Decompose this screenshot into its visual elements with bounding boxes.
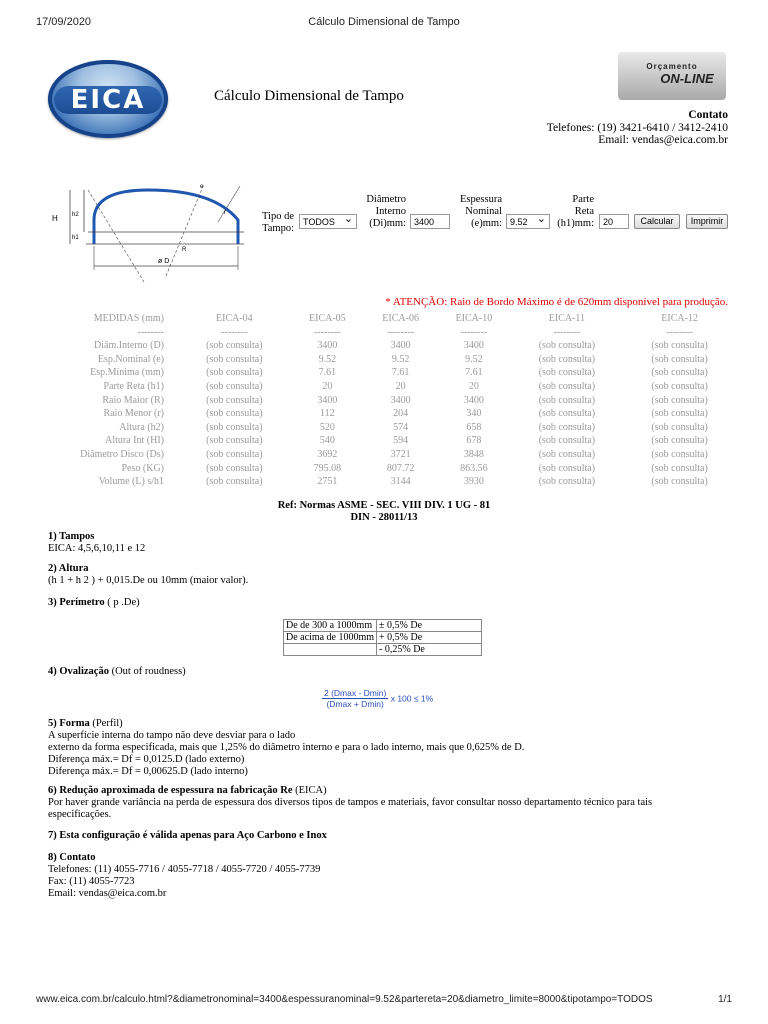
row-label: Diâm.Interno (D) <box>94 340 164 352</box>
table-cell: (sob consulta) <box>651 353 708 365</box>
table-row <box>40 448 736 462</box>
table-cell: 594 <box>393 435 409 447</box>
table-cell: EICA-12 <box>661 313 698 324</box>
row-label: Raio Maior (R) <box>102 394 164 406</box>
table-cell: 9.52 <box>465 353 483 365</box>
table-cell: 807.72 <box>386 462 415 474</box>
diagram-label-r: r <box>224 210 226 216</box>
table-cell: 3400 <box>463 340 484 352</box>
tampo-diagram <box>48 176 248 286</box>
table-cell: (sob consulta) <box>651 340 708 352</box>
perimeter-cell: ± 0,5% De <box>377 620 482 632</box>
table-row <box>40 421 736 435</box>
ref-line1: Ref: Normas ASME - SEC. VIII DIV. 1 UG - 81 <box>277 500 491 511</box>
diagram-label-d: ø D <box>158 258 170 265</box>
section-text: especificações. <box>48 809 112 820</box>
table-cell: 3848 <box>463 448 484 460</box>
contact-heading: Contato <box>688 109 728 121</box>
table-cell: (sob consulta) <box>651 380 708 392</box>
table-row <box>40 394 736 408</box>
table-row <box>40 475 736 489</box>
table-cell: (sob consulta) <box>651 394 708 406</box>
diagram-label-h1: h1 <box>72 235 79 241</box>
table-row <box>40 366 736 380</box>
row-label: Peso (KG) <box>121 462 164 474</box>
table-cell: (sob consulta) <box>538 408 596 420</box>
table-cell: 2751 <box>317 476 338 488</box>
table-cell: EICA-05 <box>309 313 346 324</box>
section-perimetro <box>48 597 140 609</box>
espessura-select[interactable]: 9.52 ⌄ <box>506 214 550 229</box>
ref-block <box>0 500 768 524</box>
tipo-select[interactable]: TODOS ⌄ <box>299 214 357 229</box>
table-cell: 340 <box>466 408 482 420</box>
print-page: 1/1 <box>718 994 732 1005</box>
section-title: 5) Forma <box>48 718 90 729</box>
section-title: 8) Contato <box>48 852 96 863</box>
table-cell: (sob consulta) <box>206 448 263 460</box>
diametro-label: Diâmetro Interno (Di)mm: <box>366 194 406 229</box>
section-title: 3) Perímetro <box>48 597 105 608</box>
tipo-label: Tipo de Tampo: <box>262 211 294 234</box>
table-cell: 3400 <box>317 394 338 406</box>
table-cell: -------- <box>221 326 248 338</box>
diagram-label-e: e <box>200 184 204 190</box>
table-separator-row <box>40 326 736 340</box>
section-suffix: ( p .De) <box>104 597 140 608</box>
section-text: Telefones: (11) 4055-7716 / 4055-7718 / 4055-7720 / 4055-7739 <box>48 864 321 875</box>
table-cell: (sob consulta) <box>651 408 708 420</box>
table-cell: -------- <box>666 326 693 338</box>
table-cell: 112 <box>320 408 335 420</box>
table-cell: (sob consulta) <box>206 435 263 447</box>
table-cell: (sob consulta) <box>651 462 708 474</box>
espessura-label: Espessura Nominal (e)mm: <box>460 194 502 229</box>
table-cell: (sob consulta) <box>538 435 596 447</box>
table-cell: 3144 <box>390 476 411 488</box>
section-suffix: (Perfil) <box>89 718 123 729</box>
table-cell: (sob consulta) <box>651 476 708 488</box>
table-header-row <box>40 312 736 326</box>
table-cell: EICA-11 <box>548 313 586 324</box>
formula-rhs: x 100 ≤ 1% <box>390 693 434 704</box>
table-cell: 20 <box>468 380 479 392</box>
section-altura <box>48 563 248 587</box>
table-cell: -------- <box>314 326 341 338</box>
section-tampos <box>48 531 145 555</box>
section-text: (h 1 + h 2 ) + 0,015.De ou 10mm (maior valor). <box>48 575 249 586</box>
ovalization-formula <box>322 688 433 709</box>
section-text: EICA: 4,5,6,10,11 e 12 <box>48 543 146 554</box>
table-row <box>40 380 736 394</box>
table-row <box>40 339 736 353</box>
section-reducao <box>48 785 728 821</box>
table-cell: (sob consulta) <box>538 340 596 352</box>
section-text: Diferença máx.= Df = 0,0125.D (lado externo) <box>48 754 245 765</box>
section-text: Por haver grande variância na perda de espessura dos diversos tipos de tampos e materiais, favor consultar nosso departamento técnico para tais <box>48 797 653 808</box>
imprimir-button[interactable]: Imprimir <box>686 214 728 229</box>
row-label: Esp.Mínima (mm) <box>90 367 164 379</box>
results-table <box>40 312 736 489</box>
perimeter-cell: De acima de 1000mm <box>284 632 377 644</box>
table-cell: (sob consulta) <box>538 353 596 365</box>
table-cell: (sob consulta) <box>206 353 263 365</box>
table-cell: (sob consulta) <box>206 421 263 433</box>
table-row <box>40 462 736 476</box>
table-cell: 3930 <box>463 476 484 488</box>
row-label: Esp.Nominal (e) <box>97 353 164 365</box>
warning-text: * ATENÇÃO: Raio de Bordo Máximo é de 620mm disponível para produção. <box>385 296 728 308</box>
section-text: Diferença máx.= Df = 0,00625.D (lado interno) <box>48 766 248 777</box>
section-title: 2) Altura <box>48 563 89 574</box>
section-text: A superfície interna do tampo não deve desviar para o lado <box>48 730 296 741</box>
row-label: Diâmetro Disco (Ds) <box>80 448 164 460</box>
table-cell: 574 <box>393 421 409 433</box>
section-title: 7) Esta configuração é válida apenas para Aço Carbono e Inox <box>48 830 327 841</box>
table-cell: EICA-10 <box>455 313 493 324</box>
table-cell: 3692 <box>317 448 338 460</box>
page-title: Cálculo Dimensional de Tampo <box>214 88 404 104</box>
table-cell: 795.08 <box>313 462 342 474</box>
table-row <box>40 434 736 448</box>
row-label: Altura (h2) <box>119 421 164 433</box>
perimeter-row <box>284 620 482 632</box>
contact-email[interactable]: Email: vendas@eica.com.br <box>598 134 728 146</box>
table-cell: (sob consulta) <box>538 367 596 379</box>
ref-line2: DIN - 28011/13 <box>350 512 418 523</box>
table-cell: (sob consulta) <box>206 394 263 406</box>
table-cell: 204 <box>393 408 409 420</box>
table-cell: (sob consulta) <box>538 380 596 392</box>
table-cell: 7.61 <box>391 367 410 379</box>
table-cell: -------- <box>553 326 581 338</box>
table-cell: -------- <box>460 326 488 338</box>
orcamento-online-badge[interactable] <box>618 52 726 100</box>
perimeter-row <box>284 644 482 656</box>
table-cell: 3721 <box>390 448 411 460</box>
parte-reta-label: Parte Reta (h1)mm: <box>557 194 594 229</box>
table-cell: 9.52 <box>391 353 410 365</box>
section-title: 4) Ovalização <box>48 666 109 677</box>
table-cell: (sob consulta) <box>651 421 708 433</box>
table-row <box>40 407 736 421</box>
perimeter-cell: - 0,25% De <box>377 644 482 656</box>
section-suffix: (Out of roudness) <box>108 666 186 677</box>
section-text: externo da forma especificada, mais que 1,25% do diâmetro interno e para o lado interno, mais que 0,625% de D. <box>48 742 525 753</box>
table-cell: 7.61 <box>465 367 483 379</box>
table-cell: 3400 <box>390 394 411 406</box>
formula-denominator: (Dmax + Dmin) <box>326 699 384 709</box>
table-cell: (sob consulta) <box>206 380 263 392</box>
table-cell: (sob consulta) <box>206 367 263 379</box>
contact-block <box>547 109 728 147</box>
table-cell: 3400 <box>317 340 338 352</box>
table-cell: 3400 <box>463 394 484 406</box>
badge-line1: Orçamento <box>646 62 698 71</box>
table-row <box>40 353 736 367</box>
table-cell: (sob consulta) <box>206 476 263 488</box>
perimeter-cell: De de 300 a 1000mm <box>284 620 377 632</box>
row-label: Raio Menor (r) <box>103 408 164 420</box>
diagram-label-R: R <box>182 247 187 253</box>
parte-reta-input[interactable]: 20 <box>599 214 629 229</box>
table-cell: 540 <box>319 435 335 447</box>
table-cell: -------- <box>387 326 414 338</box>
diametro-input[interactable]: 3400 <box>410 214 450 229</box>
row-label: MEDIDAS (mm) <box>93 313 164 324</box>
print-date: 17/09/2020 <box>36 16 92 28</box>
section-title: 6) Redução aproximada de espessura na fabricação Re <box>48 785 293 796</box>
table-cell: 520 <box>319 421 335 433</box>
perimeter-cell <box>284 644 377 656</box>
table-cell: (sob consulta) <box>206 462 263 474</box>
row-label: Parte Reta (h1) <box>103 380 164 392</box>
calcular-button[interactable]: Calcular <box>634 214 680 229</box>
table-cell: (sob consulta) <box>206 408 263 420</box>
section-suffix: (EICA) <box>292 785 327 796</box>
row-label: -------- <box>137 326 164 338</box>
table-cell: (sob consulta) <box>651 448 708 460</box>
table-cell: 658 <box>466 421 482 433</box>
table-cell: (sob consulta) <box>651 367 708 379</box>
diagram-label-h2: h2 <box>72 212 79 218</box>
table-cell: EICA-04 <box>216 313 253 324</box>
section-title: 1) Tampos <box>48 531 95 542</box>
perimeter-table <box>283 619 482 656</box>
section-text[interactable]: Email: vendas@eica.com.br <box>48 888 167 899</box>
table-cell: 7.61 <box>318 367 337 379</box>
section-forma <box>48 718 524 778</box>
table-cell: (sob consulta) <box>538 394 596 406</box>
eica-logo-text: EICA <box>54 86 162 114</box>
table-cell: (sob consulta) <box>206 340 263 352</box>
contact-phones: Telefones: (19) 3421-6410 / 3412-2410 <box>546 121 728 134</box>
section-ovalizacao <box>48 666 186 678</box>
diagram-label-h: H <box>52 214 58 223</box>
row-label: Volume (L) s/h1 <box>98 476 164 488</box>
formula-numerator: 2 (Dmax - Dmin) <box>324 688 387 698</box>
print-title: Cálculo Dimensional de Tampo <box>308 16 460 28</box>
table-cell: (sob consulta) <box>538 462 596 474</box>
table-cell: (sob consulta) <box>538 448 596 460</box>
table-cell: (sob consulta) <box>538 476 596 488</box>
perimeter-row <box>284 632 482 644</box>
table-cell: (sob consulta) <box>651 435 708 447</box>
print-url: www.eica.com.br/calculo.html?&diametronominal=3400&espessuranominal=9.52&partereta=20&diametro_limite=8000&tipotampo=TODOS <box>36 994 653 1005</box>
table-cell: 863.56 <box>460 462 488 474</box>
table-cell: 20 <box>322 380 333 392</box>
table-cell: 678 <box>466 435 482 447</box>
table-cell: EICA-06 <box>382 313 419 324</box>
table-cell: 3400 <box>390 340 411 352</box>
perimeter-cell: + 0,5% De <box>377 632 482 644</box>
table-cell: (sob consulta) <box>538 421 596 433</box>
section-contato <box>48 852 320 900</box>
table-cell: 20 <box>395 380 406 392</box>
section-text: Fax: (11) 4055-7723 <box>48 876 135 887</box>
row-label: Altura Int (HI) <box>105 435 164 447</box>
section-config <box>48 830 327 842</box>
badge-line2: ON-LINE <box>660 71 714 86</box>
table-cell: 9.52 <box>318 353 337 365</box>
